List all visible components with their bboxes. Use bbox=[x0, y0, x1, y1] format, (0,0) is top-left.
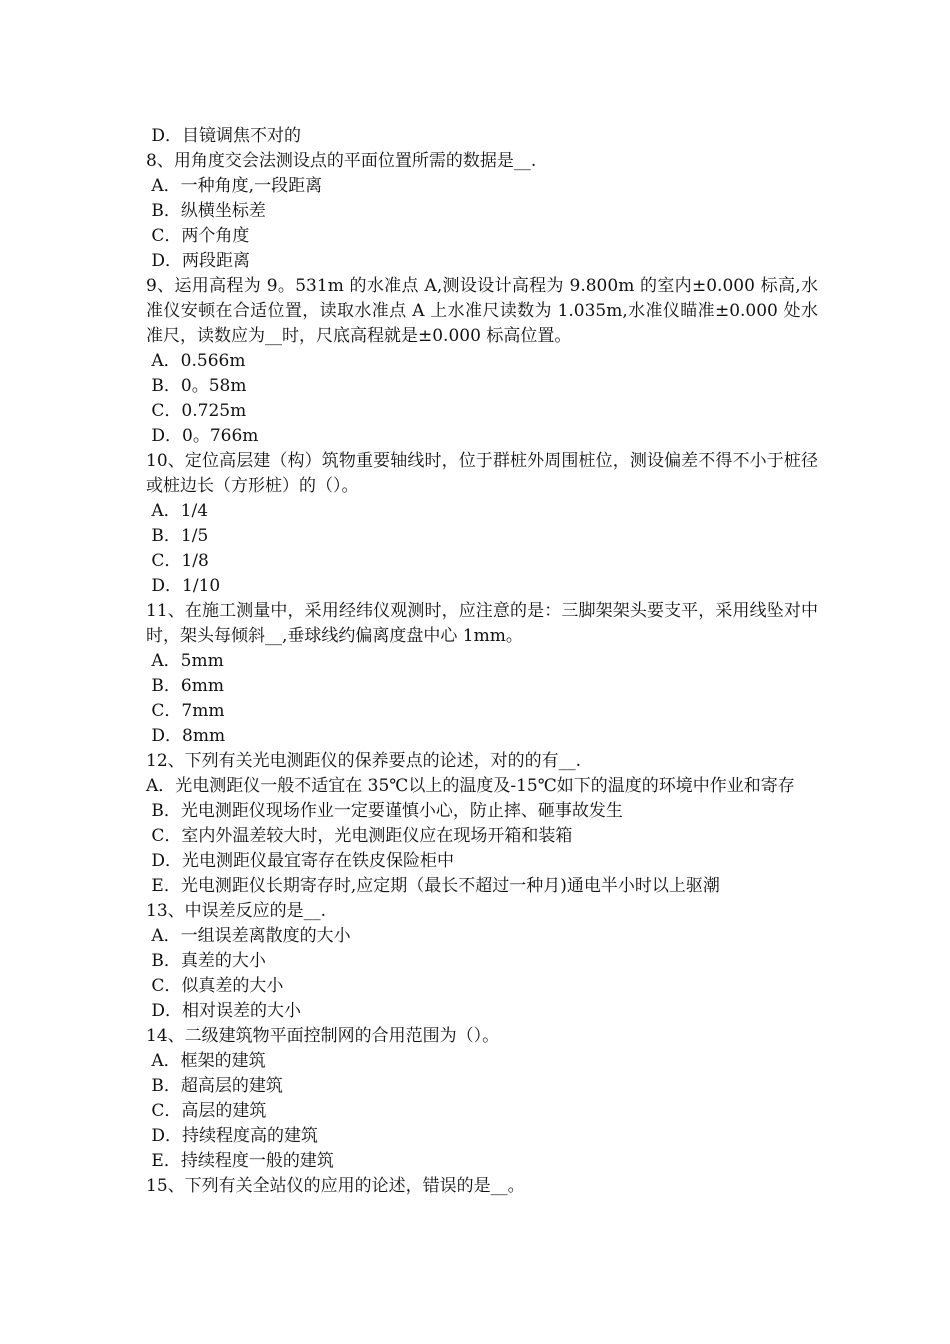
document-body bbox=[146, 124, 818, 1199]
question-line: 9、运用高程为 9。531m 的水准点 A,测设设计高程为 9.800m 的室内±0.000 标高,水准仪安顿在合适位置，读取水准点 A 上水准尺读数为 1.035m,水准仪瞄准±0.000 处水准尺，读数应为__时，尺底高程就是±0.000 标高位置。 bbox=[146, 276, 818, 346]
question-line: 15、下列有关全站仪的应用的论述，错误的是__。 bbox=[146, 1176, 525, 1196]
option-line: C．0.725m bbox=[146, 401, 247, 421]
option-line: C．高层的建筑 bbox=[146, 1101, 267, 1121]
option-line: D．持续程度高的建筑 bbox=[146, 1126, 319, 1146]
option-line: B．超高层的建筑 bbox=[146, 1076, 283, 1096]
question-line: 13、中误差反应的是__. bbox=[146, 901, 327, 921]
question-line: 12、下列有关光电测距仪的保养要点的论述，对的的有__. bbox=[146, 751, 582, 771]
option-line: C．两个角度 bbox=[146, 226, 250, 246]
option-line: A．1/4 bbox=[146, 501, 209, 521]
question-line: 14、二级建筑物平面控制网的合用范围为（）。 bbox=[146, 1026, 500, 1046]
option-line: B．真差的大小 bbox=[146, 951, 266, 971]
option-line: B．6mm bbox=[146, 676, 224, 696]
option-line: B．0。58m bbox=[146, 376, 247, 396]
option-line: D．光电测距仪最宜寄存在铁皮保险柜中 bbox=[146, 851, 455, 871]
option-line: E．持续程度一般的建筑 bbox=[146, 1151, 334, 1171]
question-line: 10、定位高层建（构）筑物重要轴线时，位于群桩外周围桩位，测设偏差不得不小于桩径或桩边长（方形桩）的（）。 bbox=[146, 451, 818, 496]
option-line: E．光电测距仪长期寄存时,应定期（最长不超过一种月)通电半小时以上驱潮 bbox=[146, 876, 720, 896]
option-line: D．相对误差的大小 bbox=[146, 1001, 302, 1021]
option-line: D．两段距离 bbox=[146, 251, 251, 271]
option-line: D．目镜调焦不对的 bbox=[146, 126, 302, 146]
option-line: D．0。766m bbox=[146, 426, 259, 446]
option-line: B．纵横坐标差 bbox=[146, 201, 266, 221]
option-line: D．1/10 bbox=[146, 576, 221, 596]
option-line: C．1/8 bbox=[146, 551, 209, 571]
option-line: A．一组误差离散度的大小 bbox=[146, 926, 351, 946]
option-line: A．框架的建筑 bbox=[146, 1051, 266, 1071]
option-line: C．室内外温差较大时，光电测距仪应在现场开箱和装箱 bbox=[146, 826, 573, 846]
option-line: A．5mm bbox=[146, 651, 224, 671]
question-line: 11、在施工测量中，采用经纬仪观测时，应注意的是：三脚架架头要支平，采用线坠对中时，架头每倾斜__,垂球线约偏离度盘中心 1mm。 bbox=[146, 601, 818, 646]
option-line: C．似真差的大小 bbox=[146, 976, 284, 996]
option-line: B．1/5 bbox=[146, 526, 209, 546]
option-line: D．8mm bbox=[146, 726, 226, 746]
option-line: A．一种角度,一段距离 bbox=[146, 176, 323, 196]
option-line: C．7mm bbox=[146, 701, 225, 721]
question-line: 8、用角度交会法测设点的平面位置所需的数据是__. bbox=[146, 151, 537, 171]
option-line: A．光电测距仪一般不适宜在 35℃以上的温度及-15℃如下的温度的环境中作业和寄存 bbox=[146, 776, 795, 796]
option-line: B．光电测距仪现场作业一定要谨慎小心，防止摔、砸事故发生 bbox=[146, 801, 623, 821]
option-line: A．0.566m bbox=[146, 351, 246, 371]
